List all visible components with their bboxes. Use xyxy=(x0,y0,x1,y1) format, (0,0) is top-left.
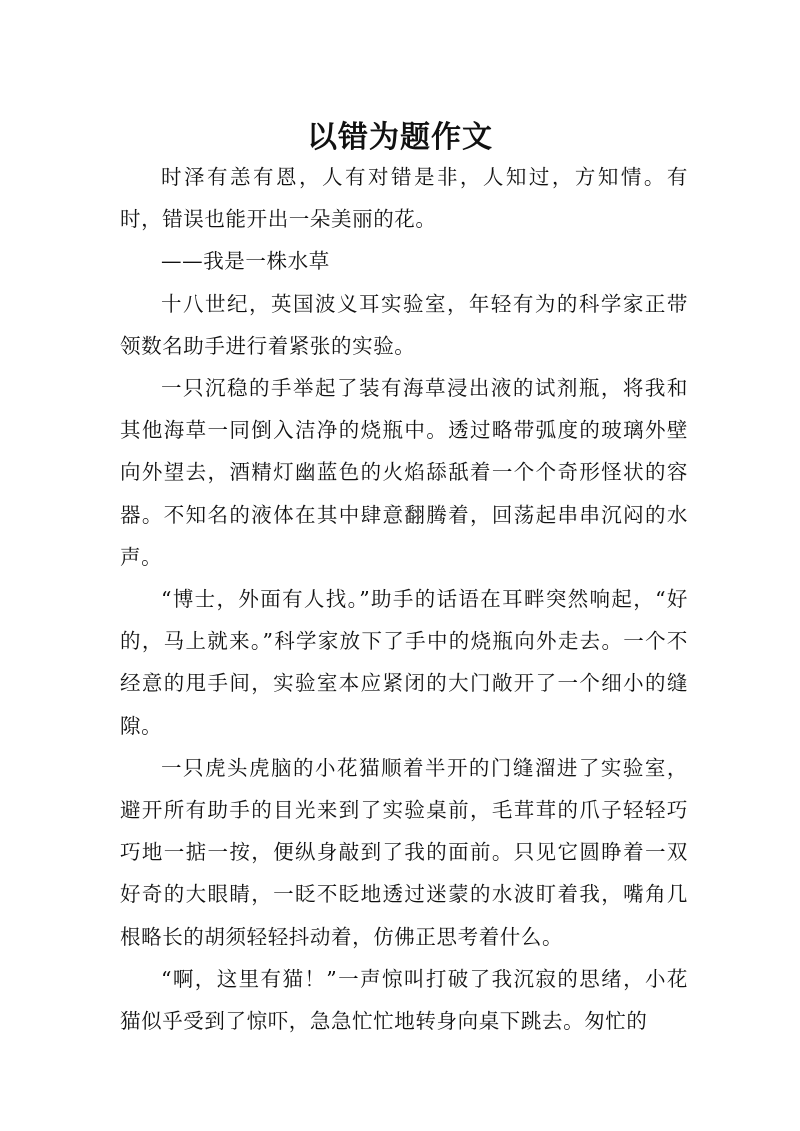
paragraph: 十八世纪，英国波义耳实验室，年轻有为的科学家正带领数名助手进行着紧张的实验。 xyxy=(120,291,688,358)
paragraph: “博士，外面有人找。”助手的话语在耳畔突然响起，“好的，马上就来。”科学家放下了手中的烧瓶向外走去。一个不经意的甩手间，实验室本应紧闭的大门敞开了一个细小的缝隙。 xyxy=(120,587,688,738)
paragraph: 时泽有恙有恩，人有对错是非，人知过，方知情。有时，错误也能开出一朵美丽的花。 xyxy=(120,165,688,232)
paragraph: “啊，这里有猫！”一声惊叫打破了我沉寂的思绪，小花猫似乎受到了惊吓，急急忙忙地转身向桌下跳去。匆忙的 xyxy=(120,966,688,1034)
document-body xyxy=(120,156,688,1042)
paragraph: 一只沉稳的手举起了装有海草浸出液的试剂瓶，将我和其他海草一同倒入洁净的烧瓶中。透过略带弧度的玻璃外壁向外望去，酒精灯幽蓝色的火焰舔舐着一个个奇形怪状的容器。不知名的液体在其中肆意翻腾着，回荡起串串沉闷的水声。 xyxy=(120,376,688,569)
document-title: 以错为题作文 xyxy=(307,120,493,156)
paragraph: ——我是一株水草 xyxy=(161,249,330,274)
paragraph: 一只虎头虎脑的小花猫顺着半开的门缝溜进了实验室，避开所有助手的目光来到了实验桌前，毛茸茸的爪子轻轻巧巧地一掂一按，便纵身敲到了我的面前。只见它圆睁着一双好奇的大眼睛，一眨不眨地透过迷蒙的水波盯着我，嘴角几根略长的胡须轻轻抖动着，仿佛正思考着什么。 xyxy=(120,755,688,949)
